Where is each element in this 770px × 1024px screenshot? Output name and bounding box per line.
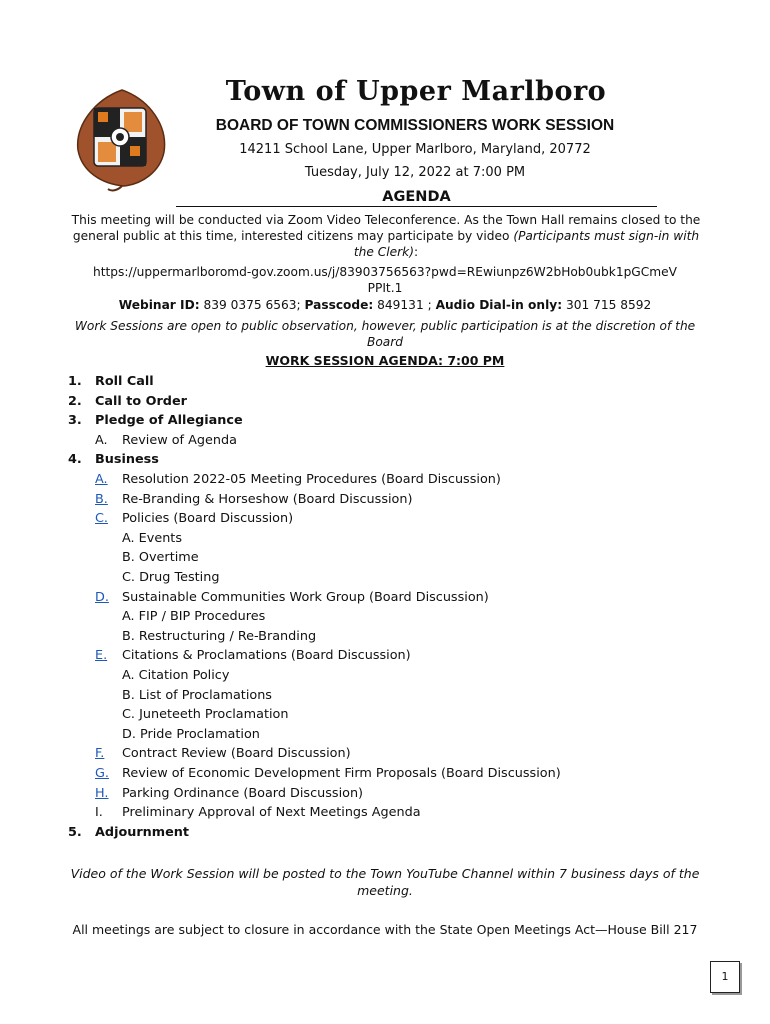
agenda-item-number: 3. [68,413,82,429]
agenda-subitem: Review of Economic Development Firm Proposals (Board Discussion) [122,766,561,781]
agenda-subsubitem: A. Citation Policy [122,668,230,683]
webinar-label: Webinar ID: [118,298,200,312]
agenda-subsubitem: C. Drug Testing [122,570,220,585]
intro-italic-note: (Participants must sign-in with the Clerk) [353,229,700,259]
session-heading-text: WORK SESSION AGENDA: 7:00 PM [265,353,505,368]
agenda-subitem: Re-Branding & Horseshow (Board Discussion) [122,491,413,507]
page-number: 1 [710,961,740,993]
session-heading [0,353,770,368]
intro-text: This meeting will be conducted via Zoom Video Teleconference. As the Town Hall remains closed to the general public at this time, interested citizens may participate by video [71,213,701,243]
passcode-label: Passcode: [304,298,374,312]
town-name: Town of Upper Marlboro [225,76,607,107]
agenda-item-link[interactable]: C. [95,511,109,527]
agenda-subitem: Parking Ordinance (Board Discussion) [122,785,364,801]
audio-label: Audio Dial-in only: [435,298,563,312]
agenda-subitem: Preliminary Approval of Next Meetings Agenda [122,805,421,821]
agenda-subitem: Citations & Proclamations (Board Discussion) [122,648,411,664]
video-note: Video of the Work Session will be posted to the Town YouTube Channel within 7 business days of the meeting. [70,866,700,898]
passcode-value: 849131 ; [373,298,436,312]
board-title: BOARD OF TOWN COMMISSIONERS WORK SESSION [215,117,615,134]
meeting-datetime: Tuesday, July 12, 2022 at 7:00 PM [304,165,526,180]
agenda-subitem: Resolution 2022-05 Meeting Procedures (Board Discussion) [122,472,501,487]
agenda-subsubitem: A. FIP / BIP Procedures [122,609,266,625]
agenda-heading: AGENDA [382,189,451,205]
agenda-item-number: 5. [68,824,82,840]
agenda-subsubitem: B. Restructuring / Re-Branding [122,628,317,644]
webinar-info [60,298,710,312]
agenda-subsubitem: C. Juneteeth Proclamation [122,707,289,723]
audio-value: 301 715 8592 [562,298,652,312]
town-seal-leaf-icon [72,86,172,192]
agenda-item-letter: I. [95,805,103,821]
agenda-item: Roll Call [95,374,154,389]
intro-colon: : [413,245,419,259]
agenda-item-number: 2. [68,393,82,409]
agenda-item-link[interactable]: F. [95,746,105,762]
agenda-subitem: Review of Agenda [122,432,237,448]
webinar-value: 839 0375 6563; [199,298,305,312]
agenda-item-number: 1. [68,374,82,389]
agenda-subsubitem: B. List of Proclamations [122,687,272,703]
agenda-item-link[interactable]: G. [95,766,109,781]
agenda-subsubitem: B. Overtime [122,550,199,566]
agenda-item: Business [95,452,159,468]
agenda-item-link[interactable]: H. [95,785,109,801]
agenda-subitem: Policies (Board Discussion) [122,511,294,527]
agenda-item-link[interactable]: E. [95,648,108,664]
agenda-subitem: Contract Review (Board Discussion) [122,746,351,762]
agenda-subsubitem: D. Pride Proclamation [122,726,260,742]
agenda-item: Adjournment [95,824,190,840]
heading-divider [176,206,657,207]
agenda-item-number: 4. [68,452,82,468]
agenda-item-link[interactable]: D. [95,589,109,605]
agenda-item-letter: A. [95,432,108,448]
agenda-subitem: Sustainable Communities Work Group (Board Discussion) [122,589,489,605]
work-session-note: Work Sessions are open to public observation, however, public participation is at the discretion of the Board [74,319,696,349]
zoom-link[interactable]: https://uppermarlboromd-gov.zoom.us/j/83903756563?pwd=REwiunpz6W2bHob0ubk1pGCmeVPPIt.1 [93,265,677,295]
agenda-item-link[interactable]: B. [95,491,108,507]
address: 14211 School Lane, Upper Marlboro, Maryland, 20772 [239,142,591,157]
agenda-subsubitem: A. Events [122,530,182,546]
closure-note: All meetings are subject to closure in accordance with the State Open Meetings Act—House Bill 217 [72,922,698,937]
agenda-item-link[interactable]: A. [95,472,108,487]
intro-paragraph [66,212,706,260]
agenda-item: Pledge of Allegiance [95,413,243,429]
agenda-item: Call to Order [95,393,187,409]
